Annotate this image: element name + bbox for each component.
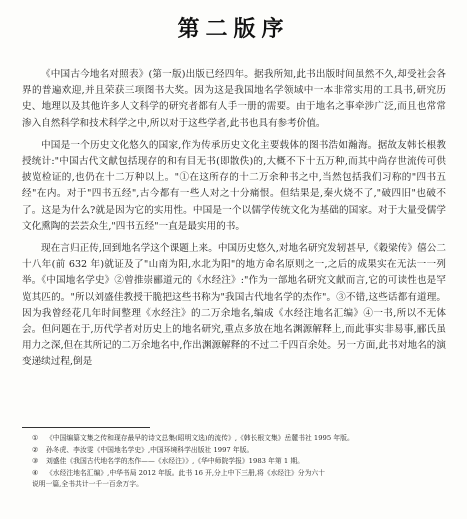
- footnote-number: ③: [32, 457, 39, 466]
- footnote-1: [32, 433, 442, 445]
- paragraph-2: 中国是一个历史文化悠久的国家,作为传承历史文化主要载体的图书浩如瀚海。据故友韩长根教授统计:"中国古代文献包括现存的和有目无书(即散佚)的,大概不下十五万种,而其中尚存世流传可供披览检证的,也仍在十二万种以上。"①在这所存的十二万余种书之中,当然包括我们习称的"四书五经"在内。对于"四书五经",古今都有一些人对之十分痛恨。但结果是,秦火烧不了,"破四旧"也破不了。这是为什么?就是因为它的实用性。中国是一个以儒学传统文化为基础的国家。对于大量受儒学文化熏陶的芸芸众生,"四书五经"一直是最实用的书。: [22, 139, 446, 232]
- footnote-text: 《中国编纂文集之传和现存最早的诗文总集(昭明文选)的流传》,《韩长根文集》岳麓书社 1995 年版。: [46, 434, 354, 442]
- footnote-number: ①: [32, 434, 39, 442]
- footnote-text: 刘盛佳《我国古代地名学的杰作——《水经注》》,《华中师院学报》1983 年第 1 期。: [46, 457, 304, 466]
- footnote-4: [32, 468, 442, 480]
- paragraph-1: 《中国古今地名对照表》(第一版)出版已经四年。据我所知,此书出版时间虽然不久,却受社会各界的普遍欢迎,并且荣获三项图书大奖。因为这是我国地名学领域中一本非常实用的工具书,研究历史、地理以及其他许多人文科学的研究者都有人手一册的需要。由于地名之事牵涉广泛,而且也常常渗入自然科学和技术科学之中,所以对于这些学者,此书也具有参考价值。: [22, 69, 446, 129]
- footnote-text: 孙冬虎、李汝雯《中国地名学史》,中国环境科学出版社 1997 年版。: [46, 445, 254, 454]
- page-title: 第二版序: [177, 16, 290, 42]
- footnote-number: ②: [32, 445, 39, 454]
- footnote-text: 《水经注地名汇编》,中华书局 2012 年版。此书 16 开,分上中下三册,将《水经注》分为六十: [46, 468, 325, 477]
- paragraph-3: 现在言归正传,回到地名学这个课题上来。中国历史悠久,对地名研究发轫甚早,《穀梁传》僖公二十八年(前 632 年)就证及了"山南为阳,水北为阳"的地方命名原则之一,之后的成果实在无法一一列举。《中国地名学史》②曾推崇郦道元的《水经注》:"作为一部地名研究文献而言,它的可读性也是罕览其匹的。"所以刘盛佳教授干脆把这些书称为"我国古代地名学的杰作"。③不错,这些话都有道理。因为我曾经花几年时间整理《水经注》的二万余地名,编成《水经注地名汇编》④一书,所以不无体会。但问题在于,历代学者对历史上的地名研究,重点多放在地名渊源解释上,而此事实非易事,郦氏虽用力之深,但在其所记的二万余地名中,作出渊源解释的不过二千四百余处。另一方面,此书对地名的演变递续过程,倒是: [22, 243, 446, 368]
- footnotes: [32, 433, 442, 491]
- footnote-divider: [22, 427, 150, 428]
- footnote-text: 说明一篇,全书共计一千一百余万字。: [32, 480, 143, 489]
- footnote-2: [32, 445, 442, 457]
- footnote-3: [32, 456, 442, 468]
- body-text: [22, 67, 446, 371]
- footnote-4-continued: [32, 479, 442, 491]
- footnote-number: ④: [32, 468, 39, 477]
